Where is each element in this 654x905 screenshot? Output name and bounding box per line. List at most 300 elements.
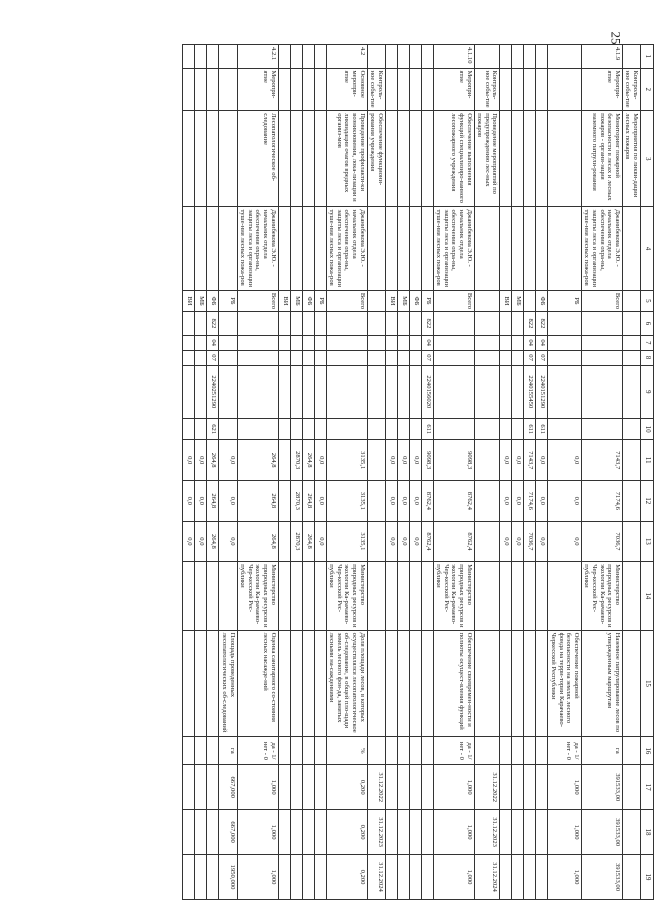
table-cell (183, 737, 195, 765)
table-cell: 04 (536, 335, 548, 350)
column-number: 18 (641, 810, 654, 855)
table-cell: 0,0 (385, 521, 397, 562)
table-cell (290, 765, 302, 810)
table-cell: 7174,6 (524, 481, 536, 522)
table-cell (421, 855, 433, 900)
table-cell (290, 68, 302, 111)
table-row (183, 45, 195, 900)
table-row (314, 45, 326, 900)
table-cell (326, 350, 367, 365)
table-cell (314, 855, 326, 900)
table-cell (290, 419, 302, 440)
table-cell: ВИ (500, 290, 512, 311)
table-cell: МБ (397, 290, 409, 311)
column-number: 17 (641, 765, 654, 810)
table-cell (409, 45, 421, 69)
table-cell: 07 (536, 350, 548, 365)
table-cell (302, 855, 314, 900)
table-cell: 0,200 (326, 765, 367, 810)
table-cell (302, 335, 314, 350)
table-cell (536, 562, 548, 630)
table-cell: 0,200 (326, 810, 367, 855)
table-cell (524, 111, 536, 207)
table-cell (474, 737, 500, 765)
table-cell: 4.2 (326, 45, 367, 69)
table-cell: 1,000 (237, 765, 278, 810)
table-cell (183, 207, 195, 290)
table-cell (314, 312, 326, 336)
table-cell: Оценка санитарного со-стояния лесных насажде-ний (237, 630, 278, 737)
table-cell (183, 335, 195, 350)
table-cell (500, 111, 512, 207)
table-cell (207, 111, 219, 207)
table-cell (367, 335, 385, 350)
table-cell (622, 312, 640, 336)
table-cell: ВИ (278, 290, 290, 311)
table-cell: 0,200 (326, 855, 367, 900)
table-cell (195, 207, 207, 290)
table-cell: 0,0 (500, 481, 512, 522)
table-cell: Основное меропри-ятие (326, 68, 367, 111)
table-cell (433, 335, 474, 350)
table-cell (183, 45, 195, 69)
table-cell (524, 737, 536, 765)
table-row (290, 45, 302, 900)
table-cell (367, 365, 385, 418)
table-cell: 2240151290 (536, 365, 548, 418)
table-cell: 264,8 (237, 521, 278, 562)
table-cell (207, 68, 219, 111)
table-cell: Министерство природных ресурсов и экологии Ка-рачаево-Чер-кесской Рес-публики (581, 562, 622, 630)
table-cell (195, 810, 207, 855)
table-cell: 611 (524, 419, 536, 440)
table-cell: 0,0 (536, 440, 548, 481)
table-cell (207, 45, 219, 69)
table-cell: 0,0 (183, 481, 195, 522)
table-cell (474, 630, 500, 737)
table-cell: Министерство природных ресурсов и экологии Ка-рачаево-Чер-кесской Рес-публики (433, 562, 474, 630)
table-cell (195, 350, 207, 365)
table-cell (195, 562, 207, 630)
table-cell (512, 365, 524, 418)
table-cell (326, 365, 367, 418)
table-cell (512, 68, 524, 111)
table-cell (314, 630, 326, 737)
table-cell: 4.2.1 (237, 45, 278, 69)
table-cell: 7036,7 (524, 521, 536, 562)
table-cell (367, 521, 385, 562)
table-cell: 0,0 (397, 440, 409, 481)
table-cell (278, 521, 290, 562)
table-cell (622, 419, 640, 440)
table-cell: % (326, 737, 367, 765)
table-cell (474, 312, 500, 336)
table-cell: 0,0 (500, 440, 512, 481)
table-cell (409, 630, 421, 737)
table-cell (474, 440, 500, 481)
table-cell: да - 1/ нет - 0 (237, 737, 278, 765)
table-cell (548, 350, 581, 365)
table-cell (421, 45, 433, 69)
table-cell (474, 290, 500, 311)
table-row (500, 45, 512, 900)
table-cell: Всего (433, 290, 474, 311)
table-cell (500, 68, 512, 111)
table-cell (385, 68, 397, 111)
table-cell (195, 335, 207, 350)
table-cell (536, 630, 548, 737)
table-cell: 3135,1 (326, 440, 367, 481)
table-row (195, 45, 207, 900)
table-cell (397, 365, 409, 418)
table-cell: 0,0 (536, 521, 548, 562)
table-cell (409, 68, 421, 111)
table-cell (397, 419, 409, 440)
table-cell: Обеспечение функциони-рования учреждения (367, 111, 385, 207)
table-cell (409, 335, 421, 350)
table-cell (474, 207, 500, 290)
table-cell: 264,8 (302, 521, 314, 562)
table-cell (622, 855, 640, 900)
table-cell: 1,000 (433, 810, 474, 855)
table-cell: 9098,3 (421, 440, 433, 481)
table-row (409, 45, 421, 900)
table-cell: Проведение мероприятий по предупреждению лес-ных пожаров (474, 111, 500, 207)
table-cell (622, 290, 640, 311)
table-cell: 3135,1 (326, 521, 367, 562)
table-cell: Доля площади лесов, в которых осуществлялся лесопатологическое об-следование, в общей пло-щади земель лесного фон-да, занятых лесными на-саждениями (326, 630, 367, 737)
table-cell (195, 312, 207, 336)
table-cell: 264,8 (207, 521, 219, 562)
table-cell (548, 335, 581, 350)
table-cell (409, 855, 421, 900)
table-cell: РБ (421, 290, 433, 311)
table-cell (367, 45, 385, 69)
table-cell (512, 45, 524, 69)
table-cell (219, 335, 237, 350)
table-cell: Меропри-ятие (581, 68, 622, 111)
table-cell: Обеспечение выполнения функций специализиро-ванного лесопожарного учреждения (433, 111, 474, 207)
table-cell: Всего (326, 290, 367, 311)
table-cell (512, 419, 524, 440)
table-cell (367, 630, 385, 737)
table-cell (421, 111, 433, 207)
table-cell (278, 111, 290, 207)
table-cell: 0,0 (314, 481, 326, 522)
table-row (474, 45, 500, 900)
table-cell (195, 630, 207, 737)
table-cell: 0,0 (512, 440, 524, 481)
table-cell (314, 207, 326, 290)
table-cell: га (581, 737, 622, 765)
table-cell (548, 111, 581, 207)
table-cell: 04 (524, 335, 536, 350)
table-cell (314, 45, 326, 69)
table-cell: Министерство природных ресурсов и экологии Ка-рачаево-Чер-кесской Рес-публики (326, 562, 367, 630)
table-cell (581, 365, 622, 418)
table-cell (622, 521, 640, 562)
table-cell: 2870,3 (290, 521, 302, 562)
table-cell: 0,0 (219, 440, 237, 481)
table-cell (548, 68, 581, 111)
table-cell (397, 45, 409, 69)
table-cell (421, 207, 433, 290)
table-row (207, 45, 219, 900)
table-cell (409, 207, 421, 290)
table-row (397, 45, 409, 900)
table-cell (302, 207, 314, 290)
table-cell: 264,8 (302, 440, 314, 481)
table-cell (397, 810, 409, 855)
table-cell: 0,0 (512, 521, 524, 562)
table-cell: 0,0 (409, 440, 421, 481)
table-row (219, 45, 237, 900)
table-cell: 822 (207, 312, 219, 336)
table-cell: МБ (195, 290, 207, 311)
table-cell: 31.12.2022 (367, 765, 385, 810)
column-number: 4 (641, 207, 654, 290)
table-cell (409, 810, 421, 855)
table-cell (548, 45, 581, 69)
table-cell (183, 562, 195, 630)
table-cell (524, 68, 536, 111)
table-cell (183, 765, 195, 810)
table-cell (237, 312, 278, 336)
table-cell (385, 737, 397, 765)
table-row (581, 45, 622, 900)
table-cell (290, 855, 302, 900)
table-cell (622, 365, 640, 418)
table-cell (278, 630, 290, 737)
table-cell: 1,000 (237, 855, 278, 900)
table-cell (548, 419, 581, 440)
table-cell (302, 810, 314, 855)
table-cell (512, 630, 524, 737)
table-cell (385, 365, 397, 418)
table-cell: Мероприятия по ликви-дации лесных пожаров (622, 111, 640, 207)
table-cell: 07 (524, 350, 536, 365)
table-cell (622, 440, 640, 481)
table-cell (500, 630, 512, 737)
table-cell (622, 350, 640, 365)
table-cell: 264,8 (237, 481, 278, 522)
table-cell (290, 312, 302, 336)
table-cell (524, 207, 536, 290)
table-cell: 0,0 (397, 481, 409, 522)
table-cell: 7143,7 (581, 440, 622, 481)
table-cell (622, 765, 640, 810)
table-cell (278, 365, 290, 418)
table-cell (290, 810, 302, 855)
table-cell: Джанибекова Э.Ю. - начальник отдела обеспечения охра-ны, защиты леса и организации туше-ния лесных пожа-ров (433, 207, 474, 290)
table-cell (548, 312, 581, 336)
table-cell (290, 630, 302, 737)
table-cell (385, 350, 397, 365)
table-cell (183, 350, 195, 365)
table-cell (219, 312, 237, 336)
column-number: 11 (641, 440, 654, 481)
column-number: 9 (641, 365, 654, 418)
table-cell (302, 562, 314, 630)
table-cell (421, 810, 433, 855)
table-cell (207, 737, 219, 765)
table-cell: Джанибекова Э.Ю. - начальник отдела обеспечения охра-ны, защиты леса и организации туше-ния лесных пожа-ров (237, 207, 278, 290)
page-number: 25 (608, 31, 624, 45)
table-cell (397, 111, 409, 207)
table-cell (581, 419, 622, 440)
table-cell (622, 481, 640, 522)
table-cell (367, 481, 385, 522)
table-cell (278, 737, 290, 765)
table-cell (421, 765, 433, 810)
table-cell (237, 365, 278, 418)
table-cell (512, 855, 524, 900)
column-number: 8 (641, 350, 654, 365)
table-cell (433, 365, 474, 418)
table-cell (302, 765, 314, 810)
table-cell (409, 765, 421, 810)
table-cell (524, 562, 536, 630)
table-cell: Меропри-ятие (433, 68, 474, 111)
table-cell (397, 737, 409, 765)
table-cell (421, 562, 433, 630)
table-cell: 8762,4 (421, 521, 433, 562)
table-cell: 07 (207, 350, 219, 365)
table-cell (367, 419, 385, 440)
table-cell (622, 207, 640, 290)
table-cell (207, 810, 219, 855)
table-cell (385, 111, 397, 207)
table-cell: 2240251290 (207, 365, 219, 418)
column-number: 16 (641, 737, 654, 765)
table-cell (474, 419, 500, 440)
table-cell: 0,0 (512, 481, 524, 522)
table-cell (548, 207, 581, 290)
table-cell (302, 111, 314, 207)
table-cell: ФБ (207, 290, 219, 311)
table-cell (622, 810, 640, 855)
table-cell (237, 419, 278, 440)
table-cell (397, 312, 409, 336)
table-cell (397, 207, 409, 290)
table-cell (326, 312, 367, 336)
table-cell (622, 335, 640, 350)
table-cell (385, 45, 397, 69)
table-cell: 07 (421, 350, 433, 365)
table-cell (207, 562, 219, 630)
table-cell (278, 481, 290, 522)
table-cell (536, 855, 548, 900)
table-cell: 391533,00 (581, 810, 622, 855)
table-cell (474, 335, 500, 350)
table-cell (536, 765, 548, 810)
table-row (548, 45, 581, 900)
column-number: 19 (641, 855, 654, 900)
table-cell (367, 290, 385, 311)
table-cell: ФБ (302, 290, 314, 311)
table-cell (183, 630, 195, 737)
table-cell (183, 855, 195, 900)
table-cell: 04 (421, 335, 433, 350)
table-row (385, 45, 397, 900)
table-cell (500, 855, 512, 900)
table-cell (500, 765, 512, 810)
table-cell (314, 365, 326, 418)
table-cell: 264,8 (207, 440, 219, 481)
table-cell: 1950,000 (219, 855, 237, 900)
table-cell (207, 630, 219, 737)
table-cell: 9098,3 (433, 440, 474, 481)
column-number: 12 (641, 481, 654, 522)
table-cell (622, 562, 640, 630)
table-cell (278, 440, 290, 481)
table-cell (409, 312, 421, 336)
table-cell (278, 335, 290, 350)
table-row (326, 45, 367, 900)
table-cell (207, 765, 219, 810)
table-cell (278, 350, 290, 365)
table-cell (474, 481, 500, 522)
table-cell (512, 111, 524, 207)
table-cell: 0,0 (500, 521, 512, 562)
table-cell (433, 312, 474, 336)
table-cell (581, 350, 622, 365)
table-cell (524, 810, 536, 855)
table-cell (536, 810, 548, 855)
table-cell (397, 350, 409, 365)
table-cell (474, 562, 500, 630)
table-cell (433, 419, 474, 440)
table-cell (314, 737, 326, 765)
table-cell (536, 111, 548, 207)
table-row (433, 45, 474, 900)
table-cell: 1,000 (237, 810, 278, 855)
table-cell (500, 335, 512, 350)
table-row (237, 45, 278, 900)
table-cell (367, 312, 385, 336)
table-cell (409, 350, 421, 365)
table-cell: 264,8 (207, 481, 219, 522)
table-cell (195, 111, 207, 207)
table-cell: 31.12.2022 (474, 765, 500, 810)
table-cell: 822 (536, 312, 548, 336)
table-cell (237, 335, 278, 350)
table-cell: Обеспечение пожарной безопасности на землях лесного фонда на терри-тории Карачаево-Черкесской Республики (548, 630, 581, 737)
table-cell: 4.1.9 (581, 45, 622, 69)
table-cell: 0,0 (314, 521, 326, 562)
table-cell (290, 737, 302, 765)
table-cell (183, 111, 195, 207)
table-cell: Лесопатологическое об-следование (237, 111, 278, 207)
table-cell: 0,0 (183, 440, 195, 481)
table-cell (409, 737, 421, 765)
table-cell (183, 419, 195, 440)
table-cell (536, 207, 548, 290)
table-cell (302, 45, 314, 69)
table-cell: 1,000 (548, 810, 581, 855)
column-number: 14 (641, 562, 654, 630)
table-cell: 7143,7 (524, 440, 536, 481)
table-cell (421, 630, 433, 737)
table-cell (397, 765, 409, 810)
table-cell (278, 562, 290, 630)
table-cell: 2240156020 (421, 365, 433, 418)
table-cell: 391533,00 (581, 855, 622, 900)
table-cell (397, 68, 409, 111)
table-cell (195, 855, 207, 900)
table-cell (536, 45, 548, 69)
table-cell: 31.12.2024 (474, 855, 500, 900)
